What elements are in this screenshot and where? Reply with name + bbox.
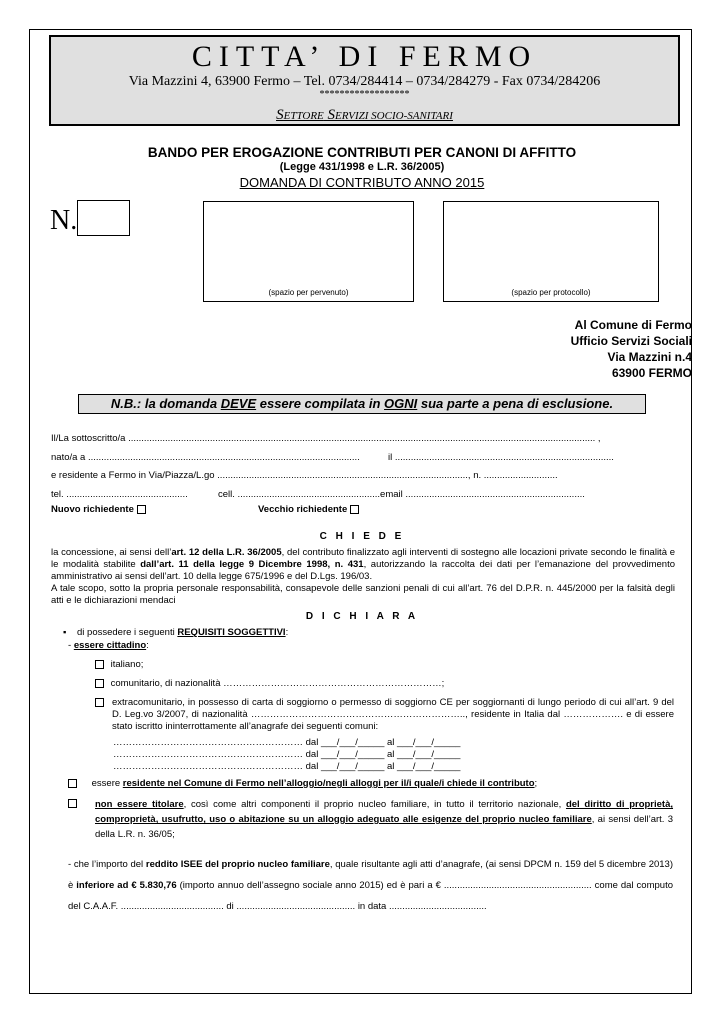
form-title: BANDO PER EROGAZIONE CONTRIBUTI PER CANONI DI AFFITTO [147, 145, 577, 160]
stamp-protocol-caption: (spazio per protocollo) [511, 288, 591, 297]
chiede-heading: C H I E D E [319, 531, 405, 542]
stamp-received-box [203, 201, 414, 302]
form-law-reference: (Legge 431/1998 e L.R. 36/2005) [279, 161, 445, 173]
returning-applicant-option[interactable] [258, 504, 359, 515]
new-applicant-label: Nuovo richiedente [51, 504, 134, 515]
isee-declaration[interactable]: - che l’importo del reddito ISEE del proprio nucleo familiare, quale risultante agli atti d’anagrafe, (ai sensi DPCM n. 159 del 5 dicembre 2013) è inferiore ad € 5.830,76 (importo annuo dell’assegno sociale anno 2015) ed è pari a € ........................................................ come dal computo del C.A.A.F. ....................................... di ............................................. in data ..................................... [68, 859, 673, 912]
residence-declaration[interactable]: essere residente nel Comune di Fermo nell’alloggio/negli alloggi per il/i quale/i chiede il contributo; [68, 778, 537, 790]
italian-label: italiano; [110, 659, 144, 670]
dichiara-heading: D I C H I A R A [305, 611, 419, 622]
bullet-icon: ▪ [63, 627, 67, 638]
comune-line[interactable]: …………………………………………………… dal ___/___/_____ al ___/___/_____ [113, 737, 461, 748]
recipient-address [571, 317, 692, 381]
field-mobile-email[interactable]: cell. ......................................................email .................................................................... [218, 489, 585, 500]
department-name: SETTORE SERVIZI SOCIO-SANITARI [276, 107, 453, 123]
eu-label: comunitario, di nazionalità ……………………………………………………………; [110, 678, 445, 689]
chiede-paragraph: la concessione, ai sensi dell’art. 12 della L.R. 36/2005, del contributo finalizzato agli interventi di sostegno alle locazioni private secondo le finalità e le modalità stabilite dall’art. 11 della legge 9 Dicembre 1998, n. 431, autorizzando la raccolta dei dati per l’emanazione del provvedimento amministrativo ai sensi dell’art. 10 della legge 675/1996 e del D.Lgs. 196/03. A tale scopo, sotto la propria personale responsabilità, consapevole delle sanzioni penali di cui all’art. 76 del D.P.R. n. 445/2000 per la falsità degli atti e le dichiarazioni mendaci [51, 547, 676, 606]
stamp-received-caption: (spazio per pervenuto) [268, 288, 349, 297]
recipient-line: Al Comune di Fermo [574, 318, 692, 332]
field-phone[interactable]: tel. .............................................. [51, 489, 188, 500]
new-applicant-checkbox[interactable] [137, 505, 146, 514]
city-name: CITTA’ DI FERMO [191, 40, 538, 73]
new-applicant-option[interactable] [51, 504, 146, 515]
option-italian[interactable] [95, 659, 143, 671]
field-birthplace[interactable]: nato/a a ....................................................................................................... [51, 452, 360, 463]
returning-applicant-label: Vecchio richiedente [258, 504, 348, 515]
comune-line[interactable]: …………………………………………………… dal ___/___/_____ al ___/___/_____ [113, 749, 461, 760]
requirements-item: ▪ di possedere i seguenti REQUISITI SOGGETTIVI: [63, 627, 289, 638]
residence-checkbox[interactable] [68, 779, 77, 788]
comune-line[interactable]: …………………………………………………… dal ___/___/_____ al ___/___/_____ [113, 761, 461, 772]
field-residence-address[interactable]: e residente a Fermo in Via/Piazza/L.go ..............................................................................................., n. ............................ [51, 470, 558, 481]
number-field[interactable] [77, 200, 130, 236]
stamp-protocol-box [443, 201, 659, 302]
notice-banner: N.B.: la domanda DEVE essere compilata in OGNI sua parte a pena di esclusione. [78, 394, 646, 414]
recipient-line: Via Mazzini n.4 [607, 350, 692, 364]
letterhead [49, 35, 680, 126]
non-eu-label: extracomunitario, in possesso di carta di soggiorno o permesso di soggiorno CE per soggiornanti di lungo periodo di cui all’art. 9 del D. Leg.vo 3/2007, di nazionalità ………………………………………………………….., residente in Italia dal ………………. e di essere stato iscritto ininterrottamente all’anagrafe dei seguenti comuni: [112, 697, 674, 732]
citizenship-label: - essere cittadino: [68, 640, 149, 651]
field-birthdate[interactable]: il ................................................................................... [388, 452, 614, 463]
option-eu[interactable] [95, 678, 444, 690]
recipient-line: 63900 FERMO [611, 366, 692, 380]
ownership-checkbox[interactable] [68, 799, 77, 808]
eu-checkbox[interactable] [95, 679, 104, 688]
recipient-line: Ufficio Servizi Sociali [570, 334, 692, 348]
returning-applicant-checkbox[interactable] [350, 505, 359, 514]
non-eu-checkbox[interactable] [95, 698, 104, 707]
ownership-text: non essere titolare, così come altri componenti il proprio nucleo familiare, in tutto il territorio nazionale, del diritto di proprietà, comproprietà, usufrutto, uso o abitazione su un alloggio adeguato alle esigenze del proprio nucleo familiare, ai sensi dell’art. 3 della L.R. n. 36/05; [95, 799, 674, 840]
form-subtitle: DOMANDA DI CONTRIBUTO ANNO 2015 [239, 175, 485, 190]
header-separator: ****************** [319, 89, 410, 100]
field-applicant-name[interactable]: Il/La sottoscritto/a ................................................................................................................................................................................. , [51, 433, 601, 444]
responsibility-statement: A tale scopo, sotto la propria personale responsabilità, consapevole delle sanzioni penali di cui all’art. 76 del D.P.R. n. 445/2000 per la falsità degli atti e le dichiarazioni mendaci [51, 583, 675, 606]
italian-checkbox[interactable] [95, 660, 104, 669]
number-label: N. [50, 205, 78, 236]
city-address: Via Mazzini 4, 63900 Fermo – Tel. 0734/284414 – 0734/284279 - Fax 0734/284206 [128, 74, 601, 89]
